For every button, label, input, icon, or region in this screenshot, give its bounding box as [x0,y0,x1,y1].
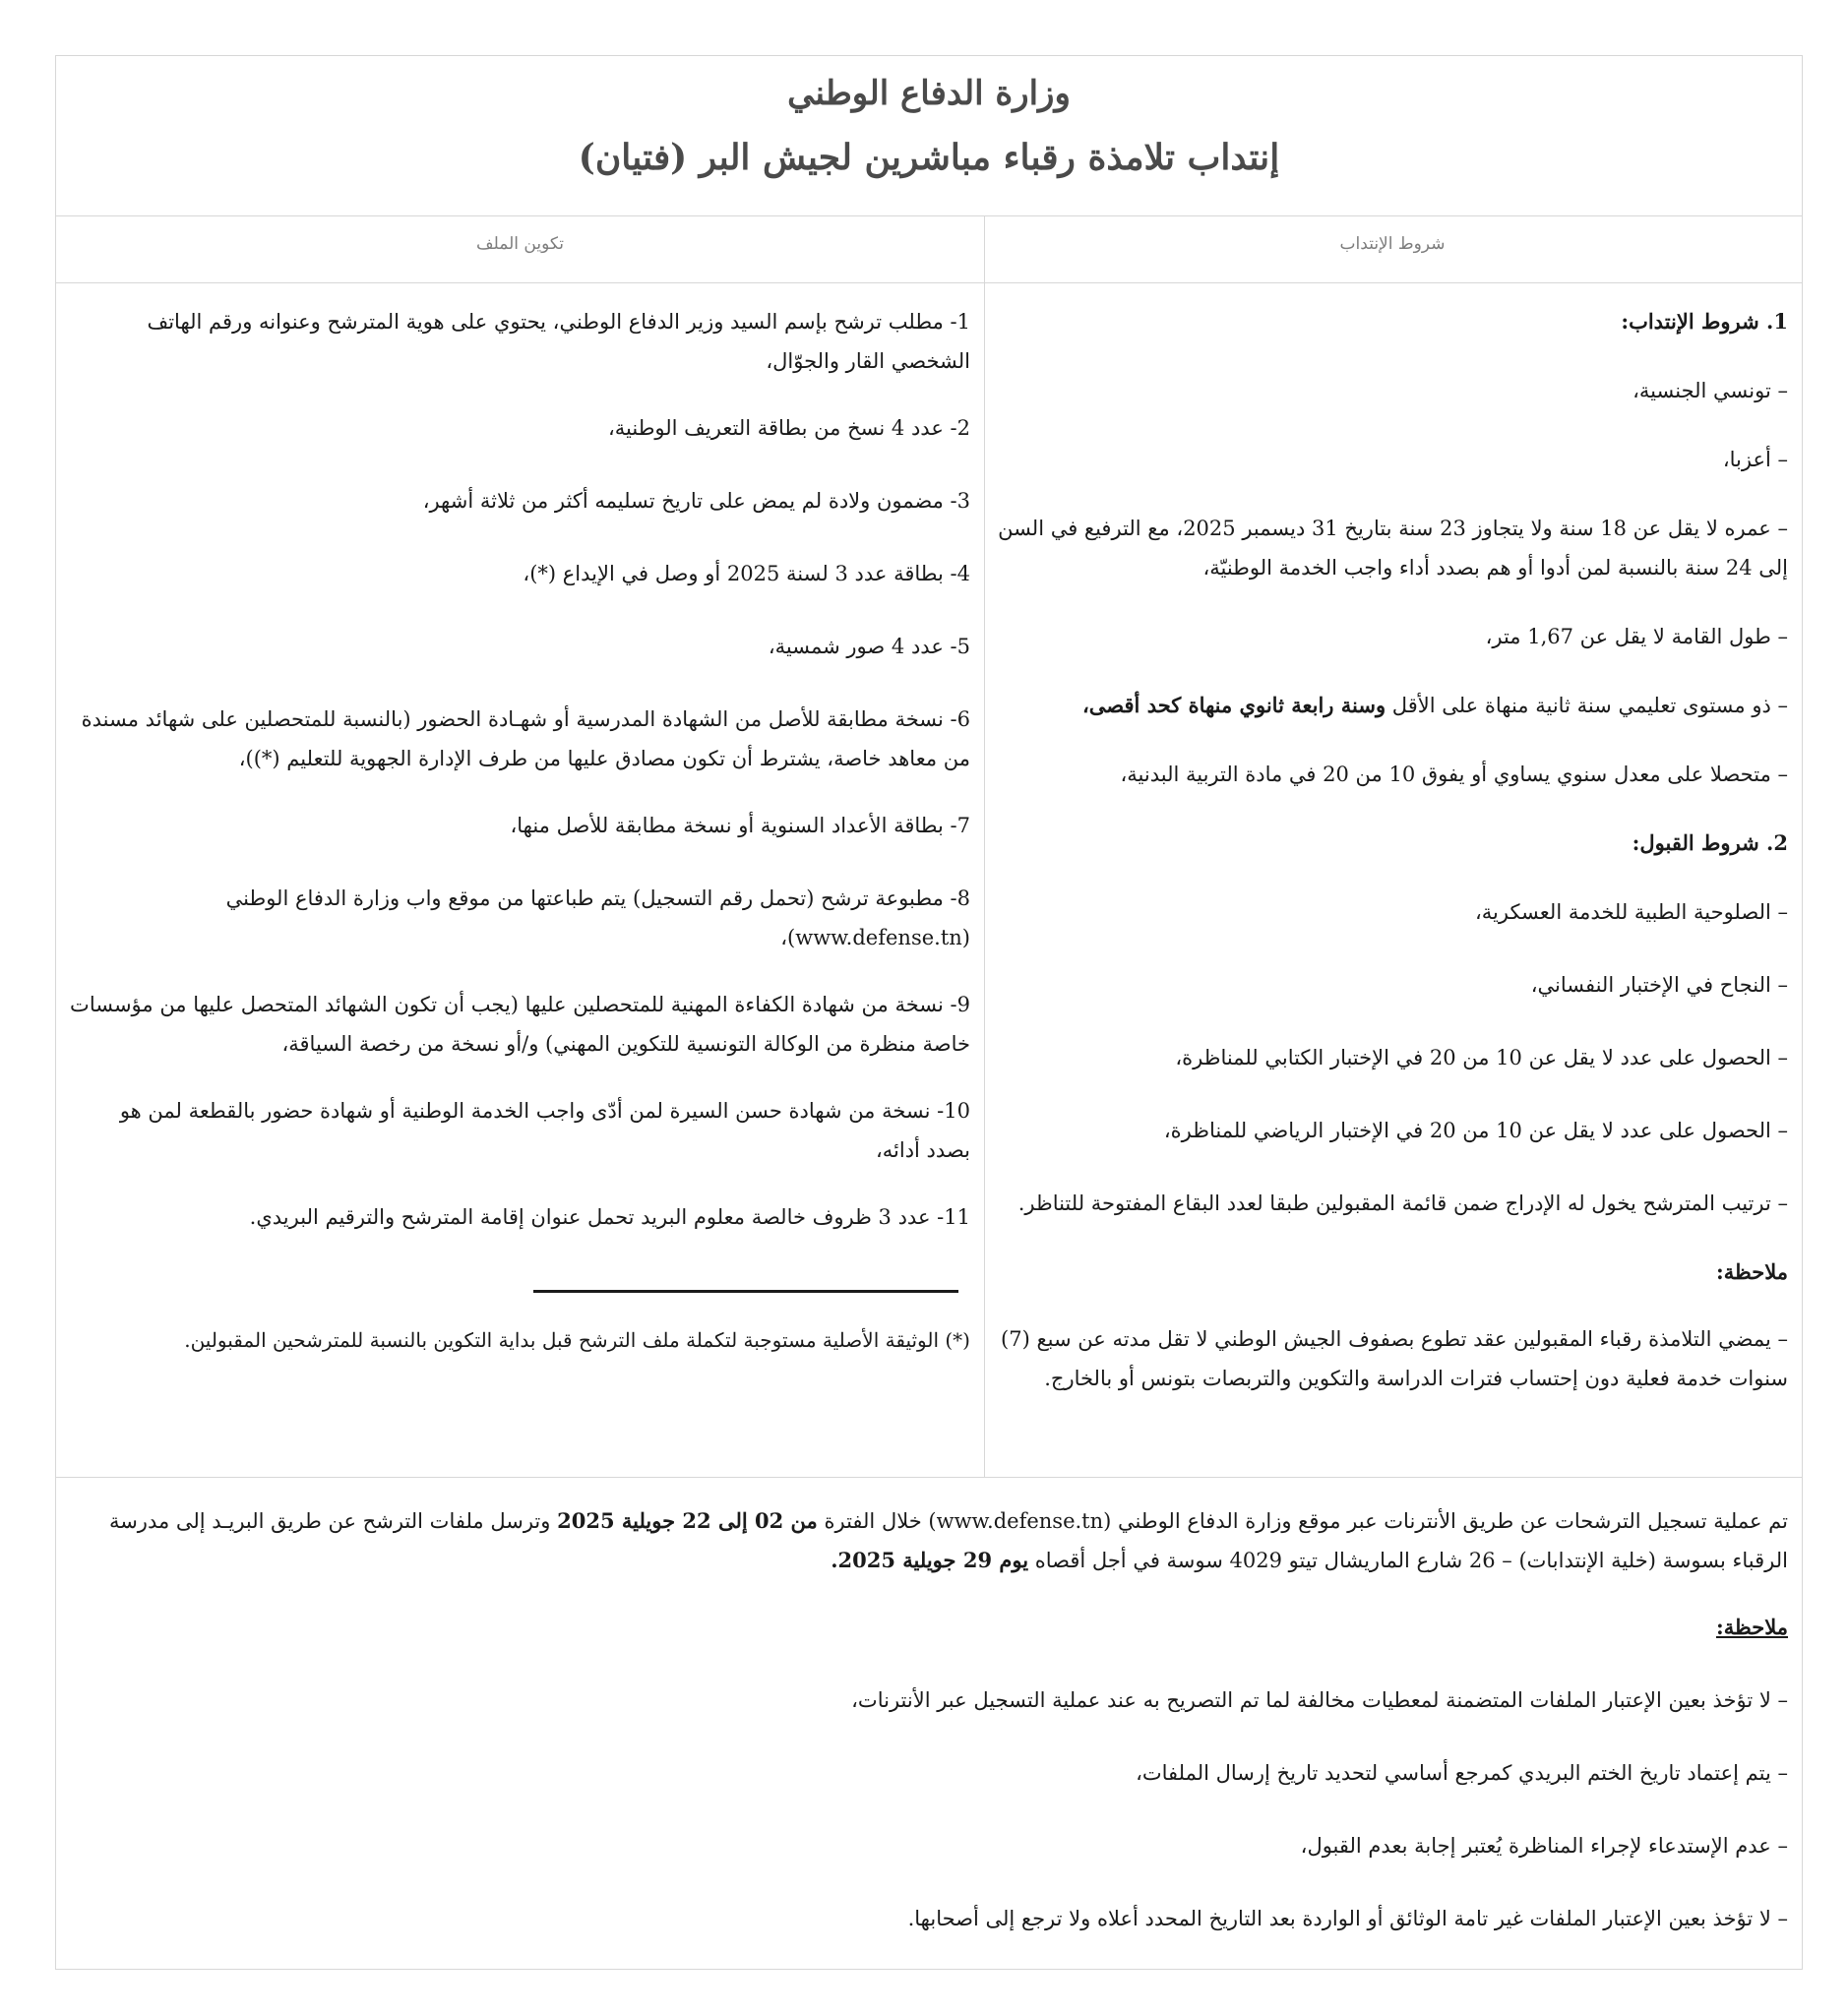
file-item: 8- مطبوعة ترشح (تحمل رقم التسجيل) يتم طباعتها من موقع واب وزارة الدفاع الوطني (www.defense.tn)، [225,886,970,949]
condition-item: – متحصلا على معدل سنوي يساوي أو يفوق 10 من 20 في مادة التربية البدنية، [1120,763,1788,786]
registration-text [70,1501,1788,1580]
file-item: 9- نسخة من شهادة الكفاءة المهنية للمتحصلين عليها (يجب أن تكون الشهائد المتحصل عليها من مؤسسات خاصة منظرة من الوكالة التونسية للتكوين المهني) و/أو نسخة من رخصة السياقة، [70,993,970,1056]
registration-deadline: يوم 29 جويلية 2025. [831,1548,1029,1572]
file-item: 11- عدد 3 ظروف خالصة معلوم البريد تحمل عنوان إقامة المترشح والترقيم البريدي. [249,1205,970,1229]
file-item: 3- مضمون ولادة لم يمض على تاريخ تسليمه أكثر من ثلاثة أشهر، [422,489,970,513]
final-note-item: – لا تؤخذ بعين الإعتبار الملفات غير تامة الوثائق أو الواردة بعد التاريخ المحدد أعلاه ولا ترجع إلى أصحابها. [907,1907,1788,1930]
title-block [56,56,1802,216]
condition-item: – عمره لا يقل عن 18 سنة ولا يتجاوز 23 سنة بتاريخ 31 ديسمبر 2025، مع الترفيع في السن إلى 24 سنة بالنسبة لمن أدوا أو هم بصدد أداء واجب الخدمة الوطنيّة، [998,517,1788,580]
acceptance-item: – ترتيب المترشح يخول له الإدراج ضمن قائمة المقبولين طبقا لعدد البقاع المفتوحة للتناظر. [1017,1191,1788,1215]
registration-period: من 02 إلى 22 جويلية 2025 [557,1508,818,1533]
file-item: 7- بطاقة الأعداد السنوية أو نسخة مطابقة للأصل منها، [510,814,970,837]
file-item: 6- نسخة مطابقة للأصل من الشهادة المدرسية أو شهـادة الحضور (بالنسبة للمتحصلين على شهائد مسندة من معاهد خاصة، يشترط أن تكون مصادق عليها من طرف الإدارة الجهوية للتعليم (*))، [81,707,970,770]
final-note-item: – عدم الإستدعاء لإجراء المناظرة يُعتبر إجابة بعدم القبول، [1300,1834,1788,1858]
conditions-column [985,302,1788,1398]
file-footnote: (*) الوثيقة الأصلية مستوجبة لتكملة ملف الترشح قبل بداية التكوين بالنسبة للمترشحين المقبولين. [184,1328,970,1352]
file-item: 1- مطلب ترشح بإسم السيد وزير الدفاع الوطني، يحتوي على هوية المترشح وعنوانه ورقم الهاتف الشخصي القار والجوّال، [147,310,970,373]
file-item: 5- عدد 4 صور شمسية، [768,635,970,658]
final-note-item: – يتم إعتماد تاريخ الختم البريدي كمرجع أساسي لتحديد تاريخ إرسال الملفات، [1136,1761,1788,1785]
acceptance-item: – النجاح في الإختبار النفساني، [1530,973,1788,997]
document-frame [55,55,1803,1970]
file-item: 10- نسخة من شهادة حسن السيرة لمن أدّى واجب الخدمة الوطنية أو شهادة حضور بالقطعة لمن هو بصدد أدائه، [119,1099,970,1162]
page-title: إنتداب تلامذة رقباء مباشرين لجيش البر (فتيان) [578,137,1280,178]
final-note-heading: ملاحظة: [1716,1615,1788,1639]
condition-item: – تونسي الجنسية، [1632,379,1788,402]
acceptance-item: – الصلوحية الطبية للخدمة العسكرية، [1474,900,1788,924]
education-bold: وسنة رابعة ثانوي منهاة كحد أقصى، [1082,693,1386,717]
acceptance-item: – الحصول على عدد لا يقل عن 10 من 20 في الإختبار الكتابي للمناظرة، [1175,1046,1788,1069]
file-item: 2- عدد 4 نسخ من بطاقة التعريف الوطنية، [608,416,970,440]
note-text: – يمضي التلامذة رقباء المقبولين عقد تطوع بصفوف الجيش الوطني لا تقل مدته عن سبع (7) سنوات خدمة فعلية دون إحتساب فترات الدراسة والتكوين والتربصات بتونس أو بالخارج. [1001,1327,1788,1390]
note-heading: ملاحظة: [1716,1259,1788,1284]
conditions-column-header: شروط الإنتداب [1339,234,1446,254]
acceptance-heading: 2. شروط القبول: [1632,830,1788,855]
footnote-separator [533,1290,958,1293]
registration-part1: تم عملية تسجيل الترشحات عن طريق الأنترنات عبر موقع وزارة الدفاع الوطني (www.defense.tn) خلال الفترة [824,1509,1788,1533]
acceptance-item: – الحصول على عدد لا يقل عن 10 من 20 في الإختبار الرياضي للمناظرة، [1163,1119,1788,1142]
registration-part2: وترسل ملفات الترشح عن طريق البريـد إلى مدرسة الرقباء بسوسة (خلية الإنتدابات) – 26 شارع الماريشال تيتو 4029 سوسة في أجل أقصاه [108,1509,1788,1572]
column-header-row [56,215,1802,283]
ministry-title: وزارة الدفاع الوطني [787,74,1071,113]
final-note-item: – لا تؤخذ بعين الإعتبار الملفات المتضمنة لمعطيات مخالفة لما تم التصريح به عند عملية التسجيل عبر الأنترنات، [851,1688,1788,1712]
file-column [70,302,970,1360]
education-text: – ذو مستوى تعليمي سنة ثانية منهاة على الأقل [1391,694,1788,717]
recruitment-heading: 1. شروط الإنتداب: [1621,309,1788,334]
registration-block [56,1477,1802,1938]
file-item: 4- بطاقة عدد 3 لسنة 2025 أو وصل في الإيداع (*)، [523,562,970,585]
condition-item: – أعزبا، [1722,448,1788,471]
file-column-header: تكوين الملف [476,234,564,254]
condition-item-education [985,686,1788,725]
condition-item: – طول القامة لا يقل عن 1,67 متر، [1485,625,1788,648]
